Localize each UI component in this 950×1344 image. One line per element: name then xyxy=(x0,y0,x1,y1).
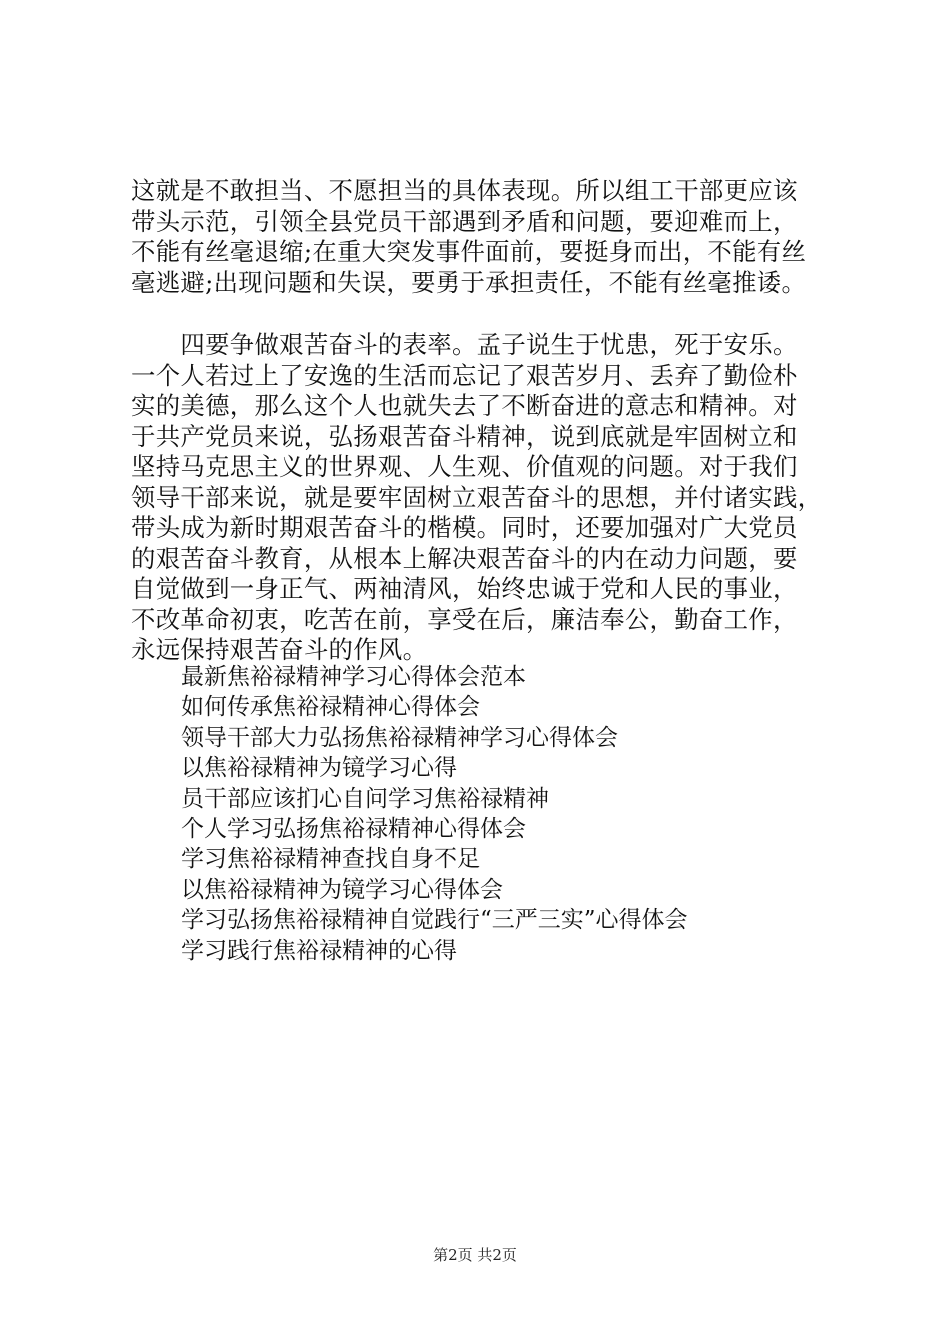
related-article-link[interactable]: 个人学习弘扬焦裕禄精神心得体会 xyxy=(181,816,526,843)
related-article-link[interactable]: 学习弘扬焦裕禄精神自觉践行“三严三实”心得体会 xyxy=(181,907,688,934)
related-article-link[interactable]: 以焦裕禄精神为镜学习心得体会 xyxy=(181,876,503,903)
paragraph-responsibility xyxy=(131,176,825,298)
text-line: 实的美德，那么这个人也就失去了不断奋进的意志和精神。对 xyxy=(131,391,798,420)
text-line: 于共产党员来说，弘扬艰苦奋斗精神，说到底就是牢固树立和 xyxy=(131,421,798,451)
related-article-link[interactable]: 最新焦裕禄精神学习心得体会范本 xyxy=(181,664,526,690)
text-line: 一个人若过上了安逸的生活而忘记了艰苦岁月、丢弃了勤俭朴 xyxy=(131,360,798,390)
related-article-link[interactable]: 员干部应该扪心自问学习焦裕禄精神 xyxy=(181,785,549,812)
text-line: 自觉做到一身正气、两袖清风，始终忠诚于党和人民的事业， xyxy=(131,574,798,603)
text-line: 毫逃避;出现问题和失误，要勇于承担责任，不能有丝毫推诿。 xyxy=(131,267,807,297)
related-article-link[interactable]: 如何传承焦裕禄精神心得体会 xyxy=(181,694,480,721)
related-article-link[interactable]: 以焦裕禄精神为镜学习心得 xyxy=(181,755,457,782)
text-line: 不能有丝毫退缩;在重大突发事件面前，要挺身而出，不能有丝 xyxy=(131,237,807,266)
text-line: 永远保持艰苦奋斗的作风。 xyxy=(131,635,428,664)
related-article-link[interactable]: 学习践行焦裕禄精神的心得 xyxy=(181,937,457,964)
related-article-link[interactable]: 领导干部大力弘扬焦裕禄精神学习心得体会 xyxy=(181,724,618,751)
text-line: 不改革命初衷，吃苦在前，享受在后，廉洁奉公，勤奋工作， xyxy=(131,604,798,634)
text-line: 带头成为新时期艰苦奋斗的楷模。同时，还要加强对广大党员 xyxy=(131,513,798,542)
page-number-label: 第2页 共2页 xyxy=(433,1246,517,1264)
related-article-link[interactable]: 学习焦裕禄精神查找自身不足 xyxy=(181,846,480,873)
text-line: 带头示范，引领全县党员干部遇到矛盾和问题，要迎难而上， xyxy=(131,206,798,236)
text-line: 领导干部来说，就是要牢固树立艰苦奋斗的思想，并付诸实践， xyxy=(131,482,823,512)
related-articles-list xyxy=(181,662,688,966)
text-line: 的艰苦奋斗教育，从根本上解决艰苦奋斗的内在动力问题，要 xyxy=(131,543,798,573)
page-footer xyxy=(0,1245,950,1265)
text-line: 四要争做艰苦奋斗的表率。孟子说生于忧患，死于安乐。 xyxy=(131,330,798,359)
text-line: 坚持马克思主义的世界观、人生观、价值观的问题。对于我们 xyxy=(131,452,798,481)
text-line: 这就是不敢担当、不愿担当的具体表现。所以组工干部更应该 xyxy=(131,176,798,205)
paragraph-hard-work xyxy=(131,330,825,666)
